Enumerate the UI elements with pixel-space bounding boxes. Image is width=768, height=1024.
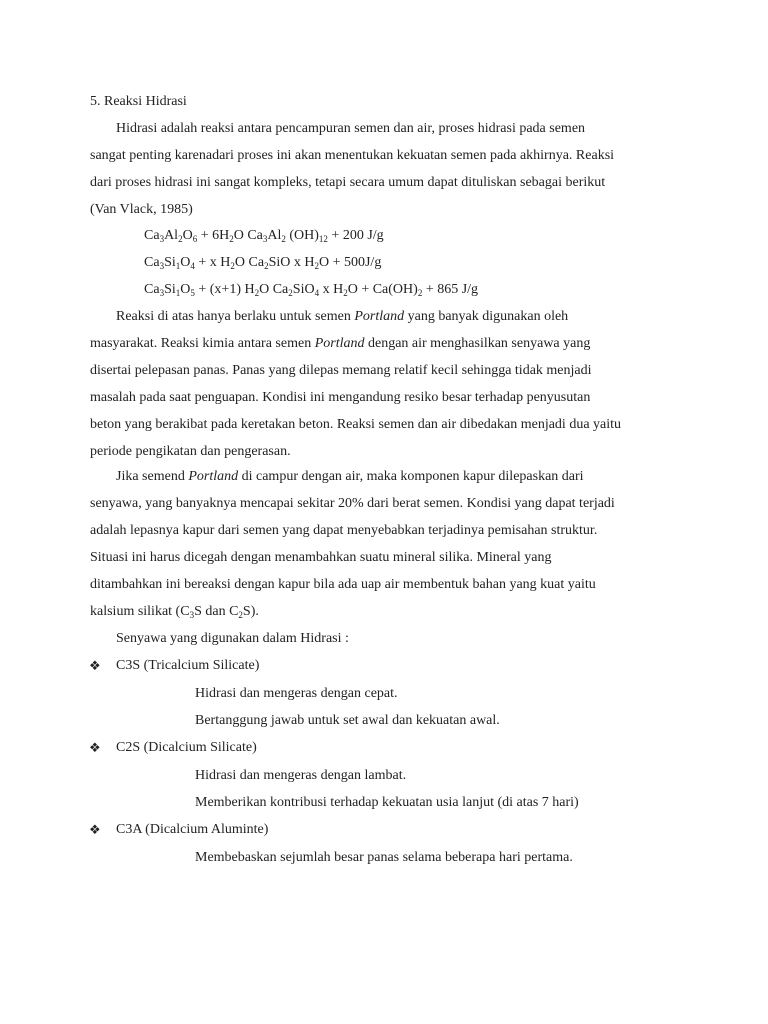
paragraph-line: senyawa, yang banyaknya mencapai sekitar 20% dari berat semen. Kondisi yang dapat terjadi [90,496,615,511]
paragraph-line: masalah pada saat penguapan. Kondisi ini mengandung resiko besar terhadap penyusutan [90,390,591,405]
compound-note: Hidrasi dan mengeras dengan lambat. [195,768,407,783]
compound-name: C3A (Dicalcium Aluminte) [116,822,269,837]
compound-note: Hidrasi dan mengeras dengan cepat. [195,686,398,701]
citation-line: (Van Vlack, 1985) [90,202,193,217]
paragraph-line: sangat penting karenadari proses ini akan menentukan kekuatan semen pada akhirnya. Reaksi [90,148,615,163]
paragraph-line: periode pengikatan dan pengerasan. [90,444,291,459]
equation-1: $Ca_3Al_2O_6 + 6H_2O$ $Ca_3Al_2$ $(OH)_{12} + 200$ J/g [144,228,384,244]
paragraph-line: Situasi ini harus dicegah dengan menambahkan suatu mineral silika. Mineral yang [90,550,552,565]
paragraph-line: beton yang berakibat pada keretakan beton. Reaksi semen dan air dibedakan menjadi dua yaitu [90,417,622,432]
compound-note: Memberikan kontribusi terhadap kekuatan usia lanjut (di atas 7 hari) [195,795,579,810]
paragraph-line: adalah lepasnya kapur dari semen yang dapat menyebabkan terjadinya pemisahan struktur. [90,523,598,538]
compound-note: Bertanggung jawab untuk set awal dan kekuatan awal. [195,713,500,728]
paragraph-line: Reaksi di atas hanya berlaku untuk semen Portland yang banyak digunakan oleh [116,309,569,324]
diamond-bullet-icon: ❖ [89,740,101,755]
diamond-bullet-icon: ❖ [89,658,101,673]
equation-3: $Ca_3Si_1O_5 + (x+1)$ $H_2O$ $Ca_2SiO_4$ x $H_2O + Ca(OH)_2 + 865$ J/g [144,282,479,298]
compound-name: C2S (Dicalcium Silicate) [116,740,257,755]
paragraph-line: masyarakat. Reaksi kimia antara semen Portland dengan air menghasilkan senyawa yang [90,336,591,351]
paragraph-line: kalsium silikat ($C_3S$ dan $C_2S$). [90,604,259,620]
paragraph-line: disertai pelepasan panas. Panas yang dilepas memang relatif kecil sehingga tidak menjadi [90,363,592,378]
paragraph-line: Hidrasi adalah reaksi antara pencampuran semen dan air, proses hidrasi pada semen [116,121,586,136]
equation-2: $Ca_3Si_1O_4 + x$ $H_2O$ $Ca_2SiO$ x $H_2O + 500J/g$ [144,255,382,271]
section-heading: 5. Reaksi Hidrasi [90,94,187,109]
paragraph-line: dari proses hidrasi ini sangat kompleks, tetapi secara umum dapat dituliskan sebagai berikut [90,175,606,190]
compound-name: C3S (Tricalcium Silicate) [116,658,260,673]
paragraph-line: ditambahkan ini bereaksi dengan kapur bila ada uap air membentuk bahan yang kuat yaitu [90,577,596,592]
list-intro: Senyawa yang digunakan dalam Hidrasi : [116,631,349,646]
diamond-bullet-icon: ❖ [89,822,101,837]
paragraph-line: Jika semend Portland di campur dengan air, maka komponen kapur dilepaskan dari [116,469,584,484]
compound-note: Membebaskan sejumlah besar panas selama beberapa hari pertama. [195,850,573,865]
